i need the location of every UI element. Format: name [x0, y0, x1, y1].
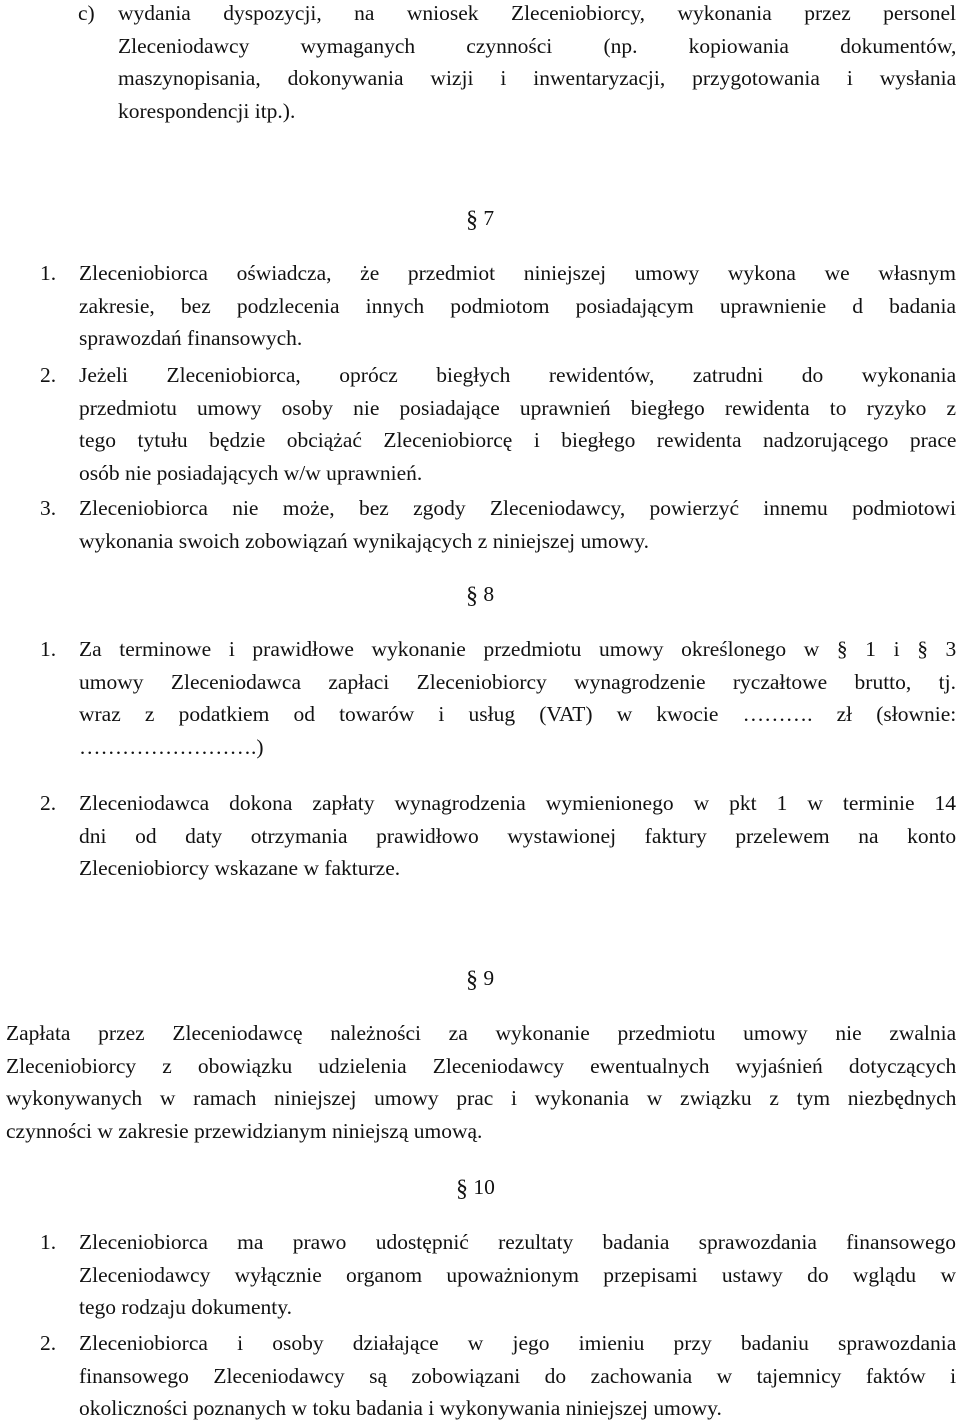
- text-line: Zapłata przez Zleceniodawcę należności za wykonanie przedmiotu umowy nie zwalnia: [6, 1021, 957, 1045]
- text-line: Zleceniodawca dokona zapłaty wynagrodzenia wymienionego w pkt 1 w terminie 14: [79, 791, 956, 815]
- text-line: tego tytułu będzie obciążać Zleceniobiorcę i biegłego rewidenta nadzorującego prace: [79, 428, 957, 452]
- text-line: maszynopisania, dokonywania wizji i inwentaryzacji, przygotowania i wysłania: [118, 66, 957, 90]
- text-line: zakresie, bez podzlecenia innych podmiotom posiadającym uprawnienie d badania: [79, 293, 957, 318]
- item-marker: 1.: [40, 261, 57, 285]
- section-sign: §: [466, 207, 478, 233]
- text-line: Zleceniobiorcy z obowiązku udzielenia Zleceniodawcy ewentualnych wyjaśnień dotyczących: [6, 1053, 957, 1078]
- section-heading-7: [466, 204, 494, 234]
- text-line: Zleceniobiorca oświadcza, że przedmiot niniejszej umowy wykona we własnym: [79, 261, 956, 285]
- section-sign: §: [456, 1176, 468, 1202]
- section-heading-10: [456, 1173, 495, 1203]
- item-marker: 1.: [40, 637, 57, 661]
- section-number: 8: [483, 582, 495, 606]
- section-number: 10: [473, 1175, 495, 1199]
- text-line: wydania dyspozycji, na wniosek Zleceniobiorcy, wykonania przez personel: [118, 1, 956, 25]
- text-line: przedmiotu umowy osoby nie posiadające uprawnień biegłego rewidenta to ryzyko z: [79, 395, 956, 420]
- text-line: Za terminowe i prawidłowe wykonanie przedmiotu umowy określonego w § 1 i § 3: [79, 637, 957, 661]
- section-heading-9: [466, 964, 494, 994]
- text-line: korespondencji itp.).: [118, 98, 296, 123]
- paragraph-7-3: [79, 492, 956, 557]
- section-number: 9: [483, 966, 495, 990]
- paragraph-item-c: [118, 0, 956, 127]
- text-line: Zleceniodawcy wymaganych czynności (np. kopiowania dokumentów,: [118, 33, 957, 58]
- text-line: dni od daty otrzymania prawidłowo wystawionej faktury przelewem na konto: [79, 823, 957, 848]
- section-sign: §: [466, 583, 478, 609]
- text-line: czynności w zakresie przewidzianym niniejszą umową.: [6, 1118, 483, 1143]
- text-line: Zleceniobiorca ma prawo udostępnić rezultaty badania sprawozdania finansowego: [79, 1230, 956, 1254]
- text-line: osób nie posiadających w/w uprawnień.: [79, 460, 423, 485]
- paragraph-7-1: [79, 257, 956, 355]
- paragraph-9: [6, 1017, 956, 1147]
- text-line: finansowego Zleceniodawcy są zobowiązani do zachowania w tajemnicy faktów i: [79, 1363, 957, 1388]
- section-number: 7: [483, 206, 495, 230]
- text-line: Zleceniobiorca nie może, bez zgody Zleceniodawcy, powierzyć innemu podmiotowi: [79, 496, 956, 520]
- section-sign: §: [466, 967, 478, 993]
- item-marker: 2.: [40, 1331, 57, 1355]
- paragraph-10-2: [79, 1327, 956, 1425]
- paragraph-10-1: [79, 1226, 956, 1324]
- text-line: Jeżeli Zleceniobiorca, oprócz biegłych rewidentów, zatrudni do wykonania: [79, 363, 957, 387]
- text-line: tego rodzaju dokumenty.: [79, 1295, 292, 1319]
- text-line: umowy Zleceniodawca zapłaci Zleceniobiorcy wynagrodzenie ryczałtowe brutto, tj.: [79, 669, 956, 694]
- text-line: Zleceniobiorcy wskazane w fakturze.: [79, 856, 401, 880]
- item-marker: 1.: [40, 1230, 57, 1254]
- text-line: Zleceniobiorca i osoby działające w jego imieniu przy badaniu sprawozdania: [79, 1331, 957, 1355]
- paragraph-8-1: [79, 633, 956, 763]
- paragraph-7-2: [79, 359, 956, 489]
- text-line: sprawozdań finansowych.: [79, 326, 303, 350]
- item-marker: 3.: [40, 496, 57, 520]
- text-line: wykonywanych w ramach niniejszej umowy prac i wykonania w związku z tym niezbędnych: [6, 1086, 957, 1110]
- item-marker: 2.: [40, 791, 57, 815]
- text-line: wraz z podatkiem od towarów i usług (VAT) w kwocie ………. zł (słownie:: [79, 702, 957, 726]
- text-line: okoliczności poznanych w toku badania i wykonywania niniejszej umowy.: [79, 1396, 722, 1420]
- item-marker: c): [78, 1, 95, 25]
- text-line: Zleceniodawcy wyłącznie organom upoważnionym przepisami ustawy do wglądu w: [79, 1262, 956, 1287]
- text-line: …………………….): [79, 734, 264, 759]
- section-heading-8: [466, 580, 494, 610]
- text-line: wykonania swoich zobowiązań wynikających z niniejszej umowy.: [79, 528, 649, 553]
- item-marker: 2.: [40, 363, 57, 387]
- paragraph-8-2: [79, 787, 956, 885]
